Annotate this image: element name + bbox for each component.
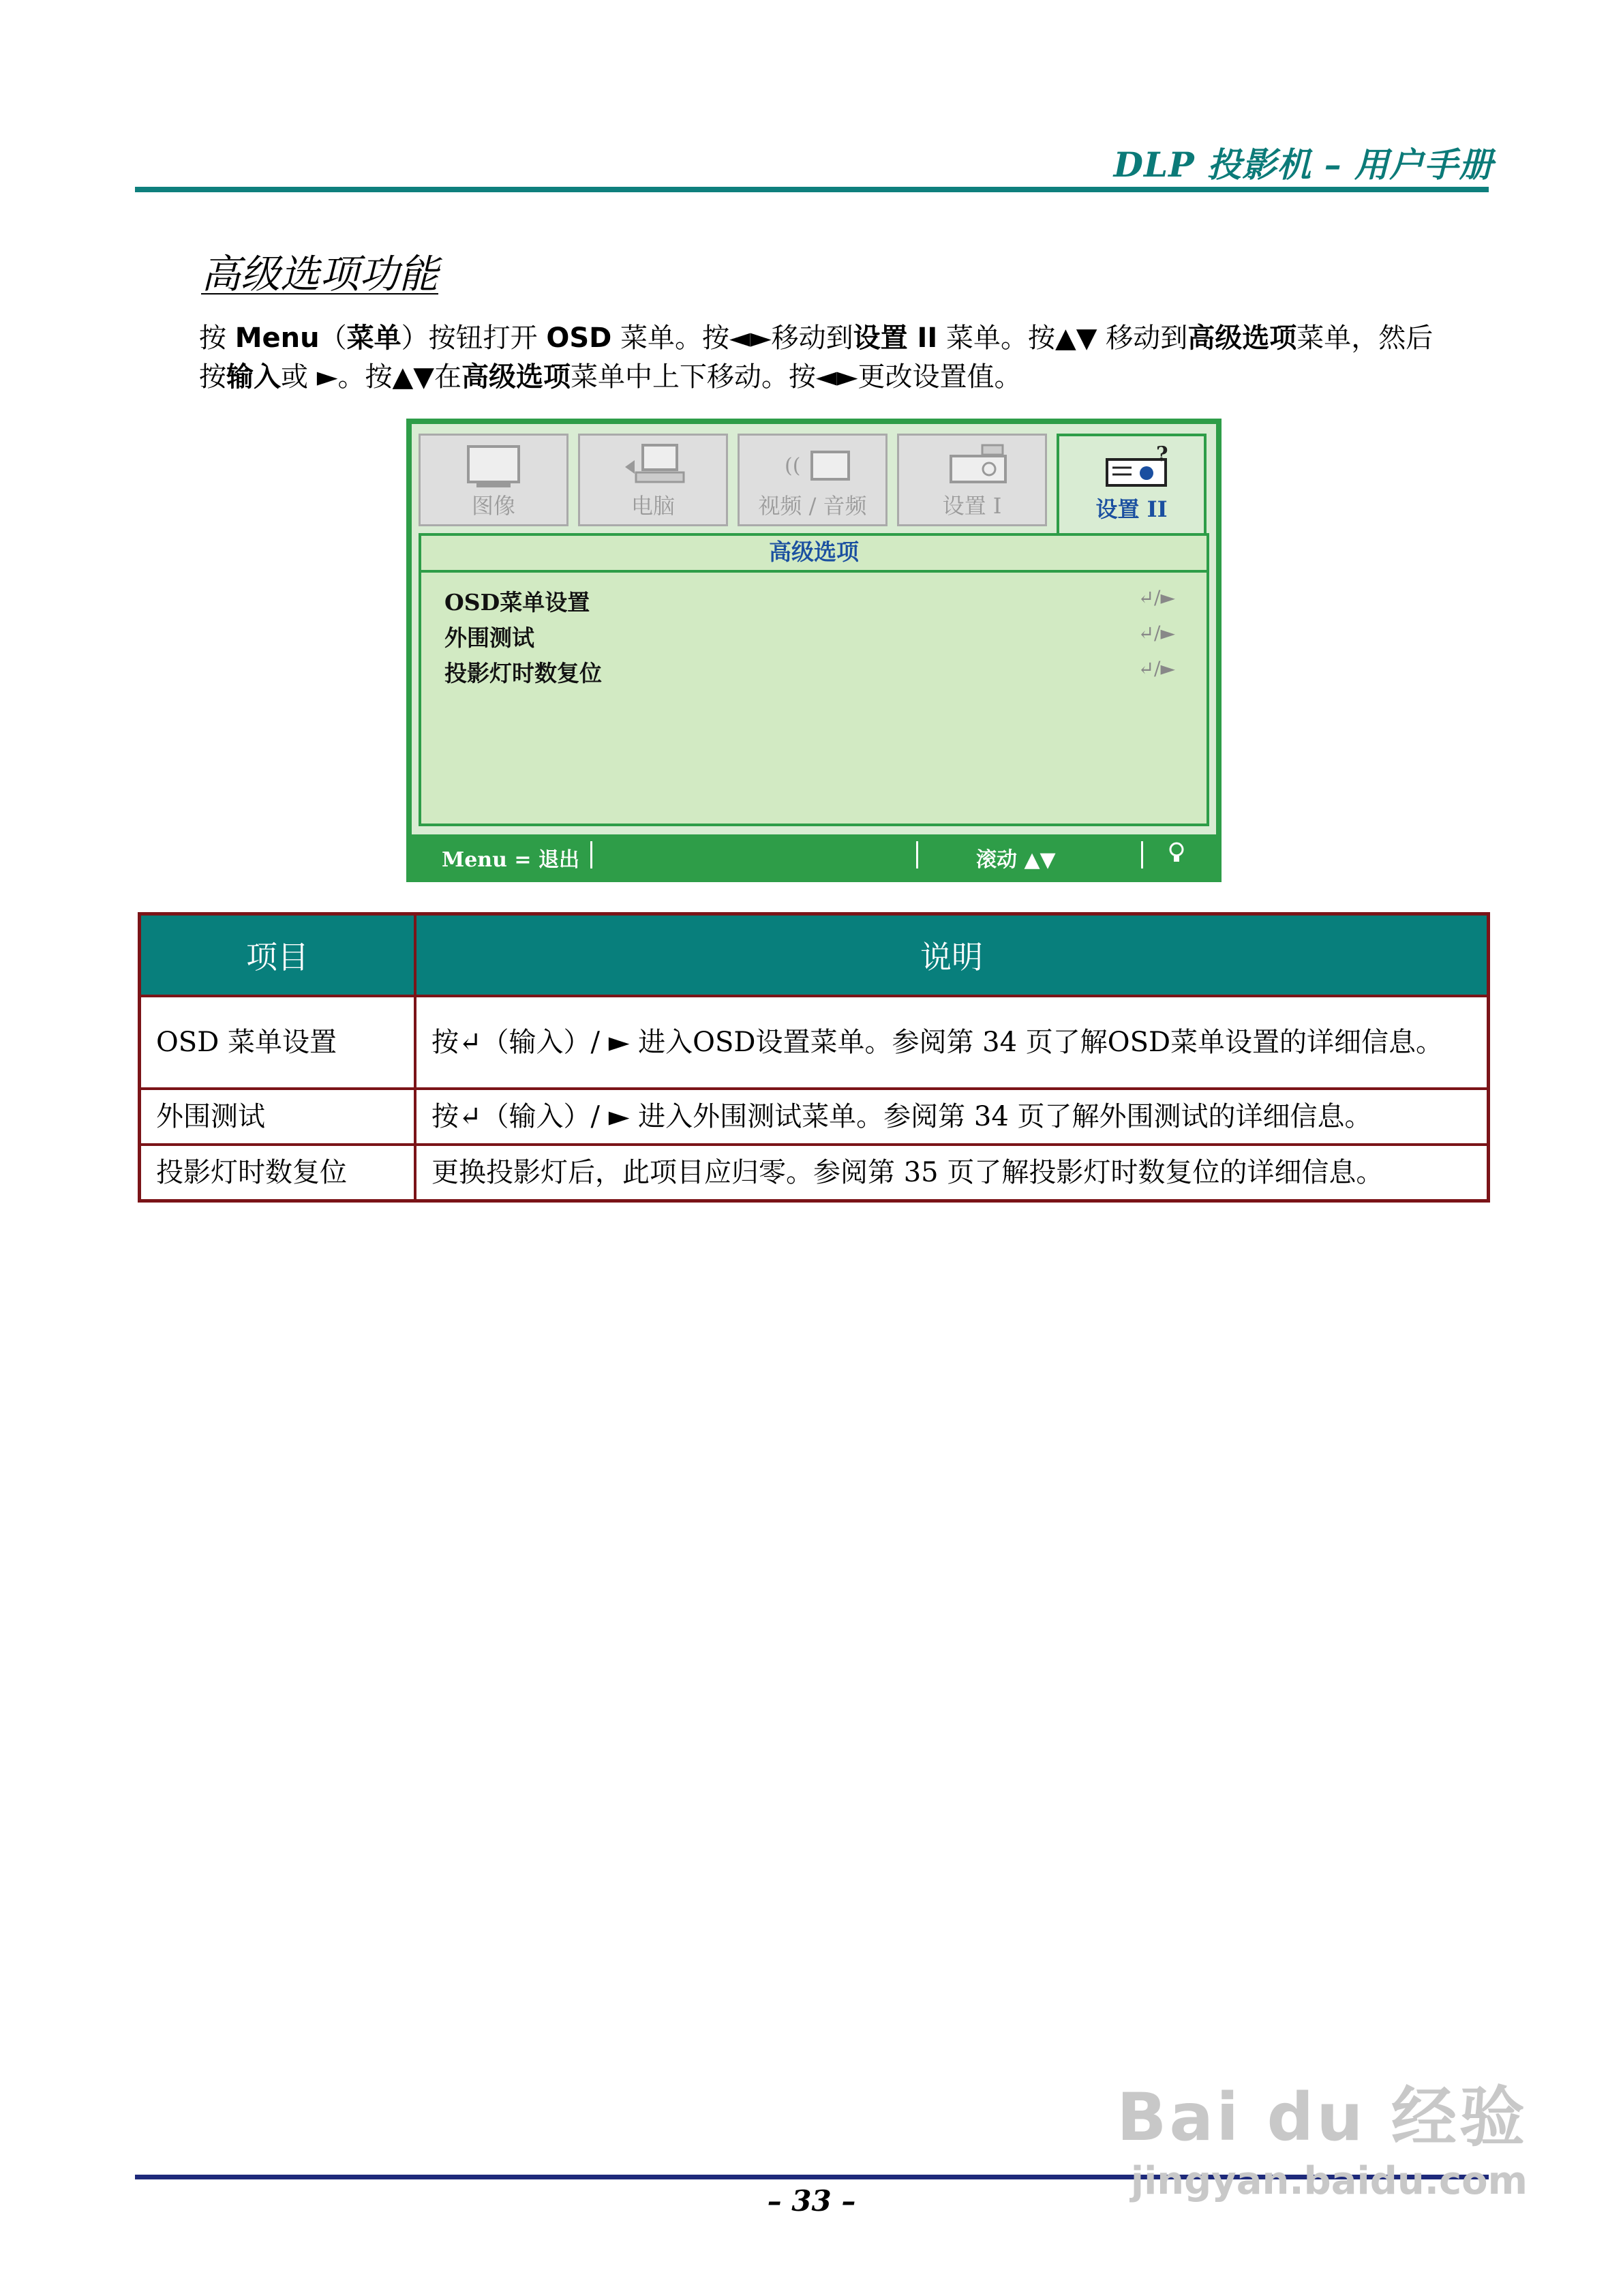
osd-menu-screenshot xyxy=(406,419,1222,882)
table-cell-description: 按↵（输入）/ ► 进入OSD设置菜单。参阅第 34 页了解OSD菜单设置的详细信息。 xyxy=(415,996,1489,1089)
projector-settings-icon xyxy=(1102,443,1177,494)
section-title: 高级选项功能 xyxy=(201,251,439,297)
tab-image: 图像 xyxy=(419,434,568,526)
options-table xyxy=(138,912,1490,1203)
page-number: – 33 – xyxy=(767,2184,856,2218)
osd-item-osd-settings: OSD菜单设置 xyxy=(444,589,590,616)
footer-separator xyxy=(590,841,592,868)
enter-arrow-icon: ↵/► xyxy=(1138,622,1175,644)
table-cell-description: 按↵（输入）/ ► 进入外围测试菜单。参阅第 34 页了解外围测试的详细信息。 xyxy=(415,1089,1489,1145)
table-row xyxy=(140,996,1489,1089)
tab-video-audio: (( 视频 / 音频 xyxy=(738,434,888,526)
projector-icon xyxy=(941,442,1016,490)
osd-footer-scroll: 滚动 ▲▼ xyxy=(976,848,1056,872)
osd-footer-exit: Menu = 退出 xyxy=(442,848,579,872)
enter-arrow-icon: ↵/► xyxy=(1138,586,1175,609)
tab-computer: 电脑 xyxy=(578,434,728,526)
video-audio-icon xyxy=(782,442,857,490)
tab-setup-2: ? 设置 II xyxy=(1057,434,1207,536)
footer-separator xyxy=(1141,841,1143,868)
intro-line-1: 按 Menu（菜单）按钮打开 OSD 菜单。按◄►移动到设置 II 菜单。按▲▼ 移动到高级选项菜单，然后 xyxy=(199,322,1434,354)
table-header-item: 项目 xyxy=(140,914,416,997)
computer-icon xyxy=(622,442,697,490)
monitor-icon xyxy=(463,442,524,490)
watermark-url: jingyan.baidu.com xyxy=(1130,2159,1528,2203)
table-cell-item: 外围测试 xyxy=(140,1089,416,1145)
table-cell-item: 投影灯时数复位 xyxy=(140,1145,416,1200)
footer-separator xyxy=(916,841,918,868)
osd-subtitle: 高级选项 xyxy=(421,536,1207,573)
table-row xyxy=(140,1145,1489,1200)
osd-item-peripheral-test: 外围测试 xyxy=(444,624,534,651)
table-row xyxy=(140,1089,1489,1145)
table-cell-description: 更换投影灯后，此项目应归零。参阅第 35 页了解投影灯时数复位的详细信息。 xyxy=(415,1145,1489,1200)
osd-footer xyxy=(412,834,1216,877)
tab-setup-1: 设置 I xyxy=(897,434,1047,526)
osd-panel xyxy=(419,533,1209,826)
enter-arrow-icon: ↵/► xyxy=(1138,657,1175,680)
header-divider xyxy=(135,187,1489,192)
intro-line-2: 按输入或 ►。按▲▼在高级选项菜单中上下移动。按◄►更改设置值。 xyxy=(199,361,1022,393)
header-title: DLP 投影机 – 用户手册 xyxy=(1113,145,1493,185)
intro-paragraph xyxy=(199,319,1494,397)
table-cell-item: OSD 菜单设置 xyxy=(140,996,416,1089)
table-header-description: 说明 xyxy=(415,914,1489,997)
svg-text:((: (( xyxy=(785,454,801,478)
osd-item-lamp-reset: 投影灯时数复位 xyxy=(444,660,602,686)
baidu-watermark xyxy=(1117,2066,1528,2203)
watermark-brand: Bai du 经验 xyxy=(1117,2079,1528,2156)
bulb-icon xyxy=(1168,841,1185,870)
svg-text:?: ? xyxy=(1156,443,1168,466)
